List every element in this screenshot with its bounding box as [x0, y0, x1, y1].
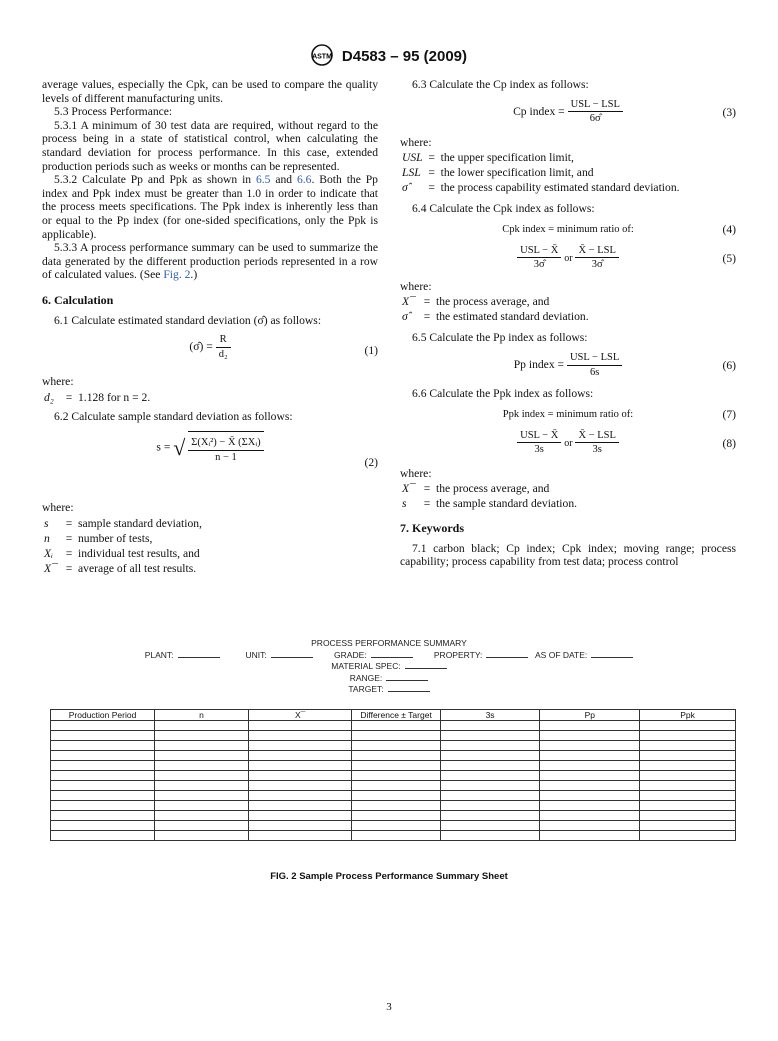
table-cell — [155, 831, 249, 841]
table-cell — [540, 741, 640, 751]
section-6-3: 6.3 Calculate the Cp index as follows: — [412, 78, 589, 91]
paragraph: average values, especially the Cpk, can be used to compare the quality levels of different manufacturing units. — [42, 78, 378, 105]
where-item — [402, 482, 577, 495]
equation-4: Cpk index = minimum ratio of: (4) — [502, 222, 736, 236]
table-cell — [51, 751, 155, 761]
table-cell — [540, 791, 640, 801]
table-cell — [440, 741, 540, 751]
table-cell — [155, 811, 249, 821]
where-label: where: — [42, 501, 74, 515]
table-cell — [51, 791, 155, 801]
form-title: PROCESS PERFORMANCE SUMMARY — [311, 638, 467, 648]
table-cell — [248, 801, 352, 811]
table-row — [51, 821, 736, 831]
where-symbol: s — [44, 516, 49, 530]
table-cell — [640, 831, 736, 841]
table-cell — [51, 781, 155, 791]
where-symbol: X¯ — [44, 561, 57, 575]
where-equals: = — [428, 166, 435, 180]
svg-text:ASTM: ASTM — [312, 53, 332, 61]
table-cell — [440, 721, 540, 731]
table-cell — [51, 811, 155, 821]
table-cell — [440, 831, 540, 841]
column-header: Pp — [540, 710, 640, 721]
where-equals: = — [423, 482, 431, 496]
table-cell — [540, 761, 640, 771]
table-cell — [51, 831, 155, 841]
table-cell — [51, 771, 155, 781]
table-row — [51, 831, 736, 841]
column-header: Difference ± Target — [352, 710, 440, 721]
where-label: where: — [400, 279, 432, 293]
where-definition: the lower specification limit, and — [440, 166, 594, 180]
table-cell — [155, 731, 249, 741]
table-row — [51, 771, 736, 781]
table-cell — [51, 801, 155, 811]
table-cell — [352, 791, 440, 801]
document-designation: D4583 – 95 (2009) — [341, 48, 467, 65]
table-cell — [540, 831, 640, 841]
table-cell — [155, 771, 249, 781]
where-list — [42, 515, 204, 577]
table-cell — [352, 721, 440, 731]
where-item — [402, 295, 589, 308]
where-equals: = — [65, 546, 73, 560]
where-symbol: LSL — [402, 166, 421, 180]
table-row — [51, 741, 736, 751]
table-cell — [352, 801, 440, 811]
section-5-3-3: 5.3.3 A process performance summary can be used to summarize the data generated by the different production periods represented in a row of calculated values. (See Fig. 2.) — [42, 241, 378, 282]
table-row — [51, 811, 736, 821]
column-header: Production Period — [51, 710, 155, 721]
table-cell — [155, 741, 249, 751]
section-6-1: 6.1 Calculate estimated standard deviation (σ̂) as follows: — [54, 313, 322, 327]
table-cell — [352, 741, 440, 751]
table-cell — [440, 781, 540, 791]
table-cell — [155, 751, 249, 761]
where-symbol: USL — [402, 151, 423, 165]
table-cell — [51, 761, 155, 771]
table-cell — [352, 811, 440, 821]
where-symbol: s — [402, 497, 407, 511]
table-cell — [248, 831, 352, 841]
equation-8: $\frac{\text{USL − X̄}}{3s}$ or $\frac{\text{X̄ − LSL}}{3s}$ (8) — [400, 429, 736, 459]
page-header — [0, 44, 778, 69]
table-cell — [640, 821, 736, 831]
table-cell — [51, 741, 155, 751]
section-5-3-1: 5.3.1 A minimum of 30 test data are required, without regard to the process being in a state of statistical control, when calculating the standard deviation for process performance. In this case, extended production periods such as weeks or months can be represented. — [42, 118, 378, 173]
table-cell — [155, 801, 249, 811]
where-equals: = — [428, 181, 435, 195]
section-6-2: 6.2 Calculate sample standard deviation as follows: — [54, 409, 293, 423]
table-cell — [248, 821, 352, 831]
table-cell — [352, 761, 440, 771]
table-cell — [352, 771, 440, 781]
table-cell — [248, 761, 352, 771]
table-cell — [155, 821, 249, 831]
table-cell — [51, 821, 155, 831]
table-cell — [248, 811, 352, 821]
table-cell — [51, 721, 155, 731]
where-item — [402, 181, 680, 194]
where-equals: = — [423, 295, 431, 309]
table-cell — [248, 721, 352, 731]
where-definition: number of tests, — [78, 531, 153, 545]
where-equals: = — [423, 497, 431, 511]
left-column — [42, 78, 378, 577]
where-symbol: σ̂ — [402, 310, 408, 324]
where-definition: the sample standard deviation. — [436, 497, 578, 511]
where-equals: = — [65, 390, 73, 404]
equation-6: Pp index = $\frac{\text{USL − LSL}}{6s}$ (6) — [513, 351, 736, 378]
table-cell — [440, 811, 540, 821]
table-cell — [540, 771, 640, 781]
table-cell — [248, 751, 352, 761]
equation-2: s = √ $\frac{\text{Σ(Xᵢ²) − X̄ (ΣXᵢ)}}{n - 1}$ (2) — [42, 431, 378, 495]
equation-7: Ppk index = minimum ratio of: (7) — [502, 407, 736, 421]
where-label: where: — [400, 135, 432, 149]
section-6-4: 6.4 Calculate the Cpk index as follows: — [412, 202, 595, 216]
table-cell — [155, 791, 249, 801]
table-cell — [155, 721, 249, 731]
table-cell — [640, 771, 736, 781]
table-row — [51, 761, 736, 771]
table-cell — [640, 731, 736, 741]
table-cell — [248, 731, 352, 741]
table-cell — [440, 821, 540, 831]
table-cell — [440, 771, 540, 781]
process-performance-summary-form — [0, 638, 778, 696]
table-cell — [352, 751, 440, 761]
where-equals: = — [428, 151, 435, 165]
where-symbol: X¯ — [402, 295, 415, 309]
where-definition: 1.128 for n = 2. — [78, 390, 151, 404]
where-symbol: Xᵢ — [44, 546, 53, 560]
table-row — [51, 791, 736, 801]
where-equals: = — [65, 531, 73, 545]
table-row — [51, 781, 736, 791]
table-cell — [248, 771, 352, 781]
astm-logo-icon — [311, 44, 333, 69]
table-cell — [352, 731, 440, 741]
equation-3: Cp index = $\frac{\text{USL − LSL}}{6\sigmâ}$ (3) — [513, 98, 736, 125]
figure-caption: FIG. 2 Sample Process Performance Summary Sheet — [270, 871, 508, 882]
where-item — [402, 497, 577, 510]
form-row-2: MATERIAL SPEC: — [0, 661, 778, 673]
section-5-3-2: 5.3.2 Calculate Pp and Ppk as shown in 6.5 and 6.6. Both the Pp index and Ppk index must be greater than 1.0 in order to indicate that the process meets specifications. The Ppk index is inherently less than or equal to the Pp index (for one-sided specifications, only the Ppk is applicable). — [42, 173, 378, 241]
form-row-3: RANGE: — [0, 673, 778, 685]
table-cell — [640, 811, 736, 821]
column-header: n — [155, 710, 249, 721]
section-7-1: 7.1 carbon black; Cp index; Cpk index; moving range; process capability; process capability from test data; process control — [400, 541, 736, 569]
table-row — [51, 751, 736, 761]
where-equals: = — [65, 516, 73, 530]
table-cell — [51, 731, 155, 741]
table-cell — [540, 721, 640, 731]
table-cell — [440, 751, 540, 761]
where-symbol: σ̂ — [402, 181, 408, 195]
where-definition: individual test results, and — [78, 546, 200, 560]
where-item — [44, 547, 202, 560]
where-equals: = — [65, 561, 73, 575]
table-cell — [540, 821, 640, 831]
table-cell — [640, 721, 736, 731]
equation-5: $\frac{\text{USL − X̄}}{3\sigmâ}$ or $\frac{\text{X̄ − LSL}}{3\sigmâ}$ (5) — [400, 244, 736, 274]
table-cell — [440, 731, 540, 741]
table-cell — [640, 751, 736, 761]
where-definition: the upper specification limit, — [440, 151, 574, 165]
where-label: where: — [42, 375, 74, 389]
where-equals: = — [423, 310, 431, 324]
summary-table — [50, 709, 736, 841]
table-cell — [540, 731, 640, 741]
table-cell — [155, 781, 249, 791]
page-number: 3 — [386, 1001, 392, 1013]
table-cell — [640, 761, 736, 771]
where-item — [402, 166, 680, 179]
link-6-6[interactable]: 6.6 — [296, 173, 312, 187]
table-cell — [640, 791, 736, 801]
table-cell — [440, 801, 540, 811]
table-cell — [540, 781, 640, 791]
heading-keywords: 7. Keywords — [400, 521, 464, 536]
table-cell — [248, 791, 352, 801]
where-label: where: — [400, 466, 432, 480]
form-row-1: PLANT: UNIT: GRADE: PROPERTY: AS OF DATE: — [0, 650, 778, 662]
table-row — [51, 721, 736, 731]
table-cell — [352, 781, 440, 791]
equation-1: (σ̂) = $\frac{R}{\text{d₂}}$ (1) — [189, 334, 378, 360]
table-row — [51, 801, 736, 811]
where-symbol: d₂ — [44, 390, 54, 404]
where-list — [400, 480, 579, 512]
where-item — [44, 532, 202, 545]
column-header: 3s — [440, 710, 540, 721]
where-list — [400, 149, 682, 196]
column-header: Ppk — [640, 710, 736, 721]
section-6-5: 6.5 Calculate the Pp index as follows: — [412, 331, 588, 345]
form-row-4: TARGET: — [0, 684, 778, 696]
section-5-3: 5.3 Process Performance: — [54, 105, 173, 119]
table-cell — [352, 831, 440, 841]
where-definition: sample standard deviation, — [78, 516, 202, 530]
heading-calculation: 6. Calculation — [42, 292, 114, 307]
where-definition: the process capability estimated standard deviation. — [440, 181, 680, 195]
table-cell — [440, 761, 540, 771]
table-cell — [640, 781, 736, 791]
where-symbol: X¯ — [402, 482, 415, 496]
where-item — [44, 391, 150, 404]
where-symbol: n — [44, 531, 50, 545]
link-fig-2[interactable]: Fig. 2 — [163, 268, 191, 282]
where-definition: the estimated standard deviation. — [436, 310, 589, 324]
table-cell — [540, 811, 640, 821]
table-cell — [640, 741, 736, 751]
column-header: X¯ — [248, 710, 352, 721]
where-item — [44, 562, 202, 575]
right-column — [400, 78, 736, 569]
table-cell — [352, 821, 440, 831]
table-cell — [155, 761, 249, 771]
table-cell — [540, 751, 640, 761]
where-list — [42, 389, 152, 406]
where-item — [402, 151, 680, 164]
table-cell — [248, 741, 352, 751]
where-list — [400, 293, 591, 325]
where-definition: the process average, and — [436, 482, 550, 496]
where-item — [44, 517, 202, 530]
table-cell — [248, 781, 352, 791]
link-6-5[interactable]: 6.5 — [255, 173, 271, 187]
where-definition: the process average, and — [436, 295, 550, 309]
table-cell — [640, 801, 736, 811]
section-6-6: 6.6 Calculate the Ppk index as follows: — [412, 386, 594, 400]
table-cell — [540, 801, 640, 811]
table-row — [51, 731, 736, 741]
where-item — [402, 310, 589, 323]
where-definition: average of all test results. — [78, 561, 197, 575]
table-cell — [440, 791, 540, 801]
